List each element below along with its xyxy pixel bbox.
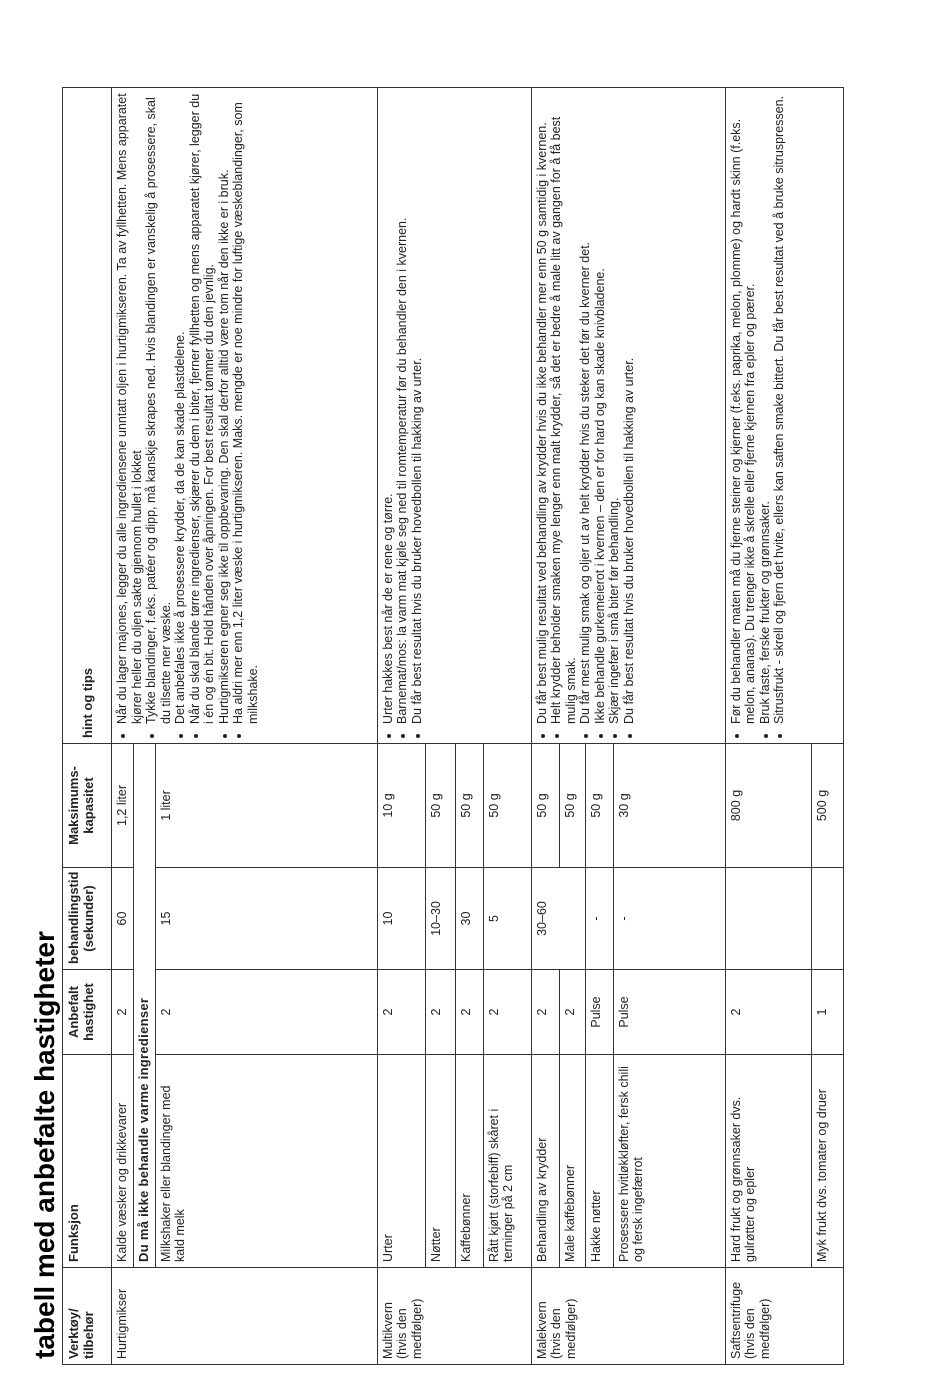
tip-item: • Urter hakkes best når de er rene og tørre. bbox=[381, 93, 396, 724]
function-cell: Kalde væsker og drikkevarer bbox=[112, 1055, 134, 1268]
tool-malekvern: Malekvern (hvis den medfølger) bbox=[531, 1268, 725, 1365]
function-cell: Urter bbox=[377, 1055, 425, 1268]
capacity-cell: 50 g bbox=[559, 744, 585, 868]
capacity-cell: 50 g bbox=[585, 744, 613, 868]
speed-cell: 2 bbox=[559, 970, 585, 1055]
header-tool: Verktøy/ tilbehør bbox=[63, 1268, 112, 1365]
speed-cell: Pulse bbox=[585, 970, 613, 1055]
tips-multikvern bbox=[377, 88, 531, 744]
rotated-page bbox=[28, 88, 829, 1365]
header-function: Funksjon bbox=[63, 1055, 112, 1268]
capacity-cell: 50 g bbox=[425, 744, 455, 868]
time-cell bbox=[811, 868, 843, 970]
capacity-cell: 50 g bbox=[531, 744, 559, 868]
table-row bbox=[531, 88, 559, 1365]
time-cell bbox=[725, 868, 811, 970]
tips-hurtigmikser bbox=[112, 88, 378, 744]
function-cell: Hakke nøtter bbox=[585, 1055, 613, 1268]
tip-item: • Tykke blandinger, f.eks. patéer og dipp, må kanskje skrapes ned. Hvis blandingen er vanskelig å prosessere, skal du tilsette mer væske. bbox=[144, 93, 173, 724]
time-cell: 15 bbox=[155, 868, 377, 970]
header-speed: Anbefalt hastighet bbox=[63, 970, 112, 1055]
speed-cell: 2 bbox=[112, 970, 134, 1055]
speed-cell: 2 bbox=[425, 970, 455, 1055]
function-cell: Milkshaker eller blandinger med kald melk bbox=[155, 1055, 377, 1268]
time-cell: 60 bbox=[112, 868, 134, 970]
tool-hurtigmikser: Hurtigmikser bbox=[112, 1268, 378, 1365]
capacity-cell: 50 g bbox=[483, 744, 531, 868]
tip-item: • Ikke behandle gurkemeierot i kvernen – den er for hard og kan skade knivbladene. bbox=[593, 93, 608, 724]
tips-saftsentrifuge bbox=[725, 88, 843, 744]
tip-item: • Du får best resultat hvis du bruker hovedbollen til hakking av urter. bbox=[622, 93, 637, 724]
tip-item: • Bruk faste, ferske frukter og grønnsaker. bbox=[758, 93, 773, 724]
tip-item: • Barnemat/mos: la varm mat kjøle seg ned til romtemperatur før du behandler den i kvernen. bbox=[395, 93, 410, 724]
warning-note: Du må ikke behandle varme ingredienser bbox=[134, 744, 156, 1268]
tip-item: • Ha aldri mer enn 1,2 liter væske i hurtigmikseren. Maks. mengde er noe mindre for luftige væskeblandinger, som milkshake. bbox=[231, 93, 260, 724]
capacity-cell: 1,2 liter bbox=[112, 744, 134, 868]
function-cell: Nøtter bbox=[425, 1055, 455, 1268]
function-cell: Behandling av krydder bbox=[531, 1055, 559, 1268]
speed-table bbox=[62, 87, 844, 1365]
tip-item: • Før du behandler maten må du fjerne steiner og kjerner (f.eks. paprika, melon, plomme) og hardt skinn (f.eks. melon, ananas). Du trenger ikke å skrelle eller fjerne kjernen fra epler og pærer. bbox=[729, 93, 758, 724]
function-cell: Kaffebønner bbox=[455, 1055, 483, 1268]
function-cell: Myk frukt dvs. tomater og druer bbox=[811, 1055, 843, 1268]
tips-malekvern bbox=[531, 88, 725, 744]
table-row bbox=[725, 88, 811, 1365]
function-cell: Prosessere hvitløkkløfter, fersk chili og fersk ingefærrot bbox=[613, 1055, 725, 1268]
header-time: behandlingstid (sekunder) bbox=[63, 868, 112, 970]
capacity-cell: 50 g bbox=[455, 744, 483, 868]
tool-saftsentrifuge: Saftsentrifuge (hvis den medfølger) bbox=[725, 1268, 843, 1365]
table-row bbox=[112, 88, 134, 1365]
capacity-cell: 30 g bbox=[613, 744, 725, 868]
speed-cell: 2 bbox=[725, 970, 811, 1055]
speed-cell: 2 bbox=[531, 970, 559, 1055]
function-cell: Rått kjøtt (storfebiff) skåret i terninger på 2 cm bbox=[483, 1055, 531, 1268]
capacity-cell: 500 g bbox=[811, 744, 843, 868]
tip-item: • Du får best resultat hvis du bruker hovedbollen til hakking av urter. bbox=[410, 93, 425, 724]
function-cell: Hard frukt og grønnsaker dvs. gulrøtter og epler bbox=[725, 1055, 811, 1268]
capacity-cell: 10 g bbox=[377, 744, 425, 868]
capacity-cell: 1 liter bbox=[155, 744, 377, 868]
capacity-cell: 800 g bbox=[725, 744, 811, 868]
tip-item: • Det anbefales ikke å prosessere krydder, da de kan skade plastdelene. bbox=[173, 93, 188, 724]
time-cell: - bbox=[613, 868, 725, 970]
speed-cell: Pulse bbox=[613, 970, 725, 1055]
tip-item: • Sitrusfrukt - skrell og fjern det hvite, ellers kan saften smake bittert. Du får best resultat ved å bruke sitruspressen. bbox=[772, 93, 787, 724]
tip-item: • Du får best mulig resultat ved behandling av krydder hvis du ikke behandler mer enn 50 g samtidig i kvernen. bbox=[535, 93, 550, 724]
tip-item: • Når du lager majones, legger du alle ingrediensene unntatt oljen i hurtigmikseren. Ta av fyllhetten. Mens apparatet kjører heller du oljen sakte gjennom hullet i lokket bbox=[115, 93, 144, 724]
speed-cell: 2 bbox=[483, 970, 531, 1055]
tip-item: • Skjær ingefær i små biter før behandling. bbox=[607, 93, 622, 724]
time-cell: 5 bbox=[483, 868, 531, 970]
table-row bbox=[377, 88, 425, 1365]
speed-cell: 2 bbox=[377, 970, 425, 1055]
header-capacity: Maksimums-kapasitet bbox=[63, 744, 112, 868]
time-cell: 30 bbox=[455, 868, 483, 970]
speed-cell: 2 bbox=[455, 970, 483, 1055]
time-cell: - bbox=[585, 868, 613, 970]
speed-cell: 1 bbox=[811, 970, 843, 1055]
tip-item: • Helt krydder beholder smaken mye lenger enn malt krydder, så det er bedre å male litt av gangen for å få best mulig smak. bbox=[549, 93, 578, 724]
header-row bbox=[63, 88, 112, 1365]
tool-multikvern: Multikvern (hvis den medfølger) bbox=[377, 1268, 531, 1365]
speed-cell: 2 bbox=[155, 970, 377, 1055]
tip-item: • Hurtigmikseren egner seg ikke til oppbevaring. Den skal derfor alltid være tom når den ikke er i bruk. bbox=[217, 93, 232, 724]
time-cell: 10 bbox=[377, 868, 425, 970]
tip-item: • Når du skal blande tørre ingredienser, skjærer du dem i biter, fjerner fyllhetten og mens apparatet kjører, legger du i én og én bit. Hold hånden over åpningen. For best resultat tømmer du den jevnlig. bbox=[188, 93, 217, 724]
function-cell: Male kaffebønner bbox=[559, 1055, 585, 1268]
time-cell: 30–60 bbox=[531, 868, 585, 970]
tip-item: • Du får mest mulig smak og oljer ut av helt krydder hvis du steker det før du kverner det. bbox=[578, 93, 593, 724]
header-tips: hint og tips bbox=[63, 88, 112, 744]
time-cell: 10–30 bbox=[425, 868, 455, 970]
page-title: tabell med anbefalte hastigheter bbox=[29, 931, 60, 1359]
